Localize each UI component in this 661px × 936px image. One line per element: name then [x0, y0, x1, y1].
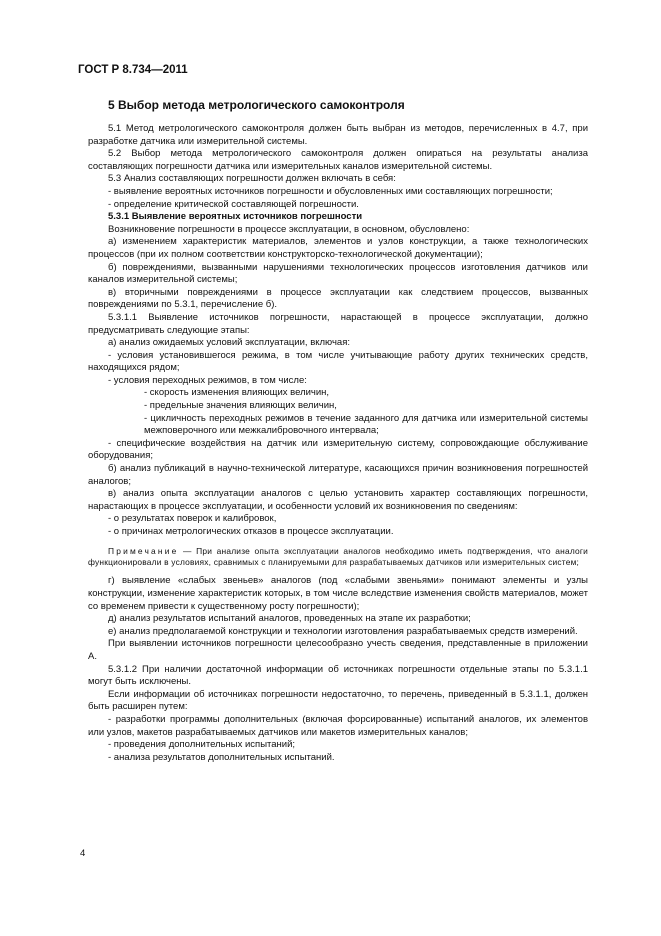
list-subitem: - скорость изменения влияющих величин,: [144, 387, 330, 399]
list-item: а) изменением характеристик материалов, элементов и узлов конструкции, а также технологических процессов (при их полном соответствии конструкторско-технологической документации);: [88, 236, 588, 260]
note-label: Примечание: [108, 545, 179, 556]
paragraph: 5.3 Анализ составляющих погрешности должен включать в себя:: [108, 173, 396, 185]
page-number: 4: [80, 848, 86, 859]
document-body: [88, 97, 588, 764]
list-item: г) выявление «слабых звеньев» аналогов (под «слабыми звеньями» понимают элементы и узлы конструкции, изменение характеристик которых, в том числе вследствие изменения свойств материалов, может со временем привести к существенному росту погрешности);: [88, 575, 588, 612]
list-item: - определение критической составляющей погрешности.: [108, 198, 359, 210]
paragraph: 5.3.1.1 Выявление источников погрешности, нарастающей в процессе эксплуатации, должно предусматривать следующие этапы:: [88, 311, 588, 336]
document-header: ГОСТ Р 8.734—2011: [78, 64, 188, 76]
list-item: е) анализ предполагаемой конструкции и технологии изготовления разрабатываемых средств измерений.: [108, 625, 578, 637]
list-item: б) анализ публикаций в научно-технической литературе, касающихся причин возникновения погрешностей аналогов;: [88, 463, 588, 487]
list-subitem: - цикличность переходных режимов в течение заданного для датчика или измерительной системы межповерочного или межкалибровочного интервала;: [144, 412, 588, 437]
section-title: 5 Выбор метода метрологического самоконтроля: [108, 98, 405, 112]
list-item: - анализа результатов дополнительных испытаний.: [108, 751, 335, 763]
list-item: - о результатах поверок и калибровок,: [108, 513, 277, 525]
paragraph: Если информации об источниках погрешности недостаточно, то перечень, приведенный в 5.3.1.1, должен быть расширен путем:: [88, 688, 588, 713]
list-item: б) повреждениями, вызванными нарушениями технологических процессов изготовления датчиков или каналов измерительной системы;: [88, 261, 588, 286]
list-subitem: - предельные значения влияющих величин,: [144, 400, 337, 412]
list-item: - специфические воздействия на датчик или измерительную систему, сопровождающие обслуживание оборудования;: [88, 437, 588, 462]
paragraph: Возникновение погрешности в процессе эксплуатации, в основном, обусловлено:: [108, 223, 470, 235]
paragraph: 5.1 Метод метрологического самоконтроля должен быть выбран из методов, перечисленных в 4.7, при разработке датчика или измерительной системы.: [88, 123, 588, 147]
paragraph: При выявлении источников погрешности целесообразно учесть сведения, представленные в приложении А.: [88, 638, 588, 662]
list-item: д) анализ результатов испытаний аналогов, проведенных на этапе их разработки;: [108, 613, 471, 625]
subsection-heading: 5.3.1 Выявление вероятных источников погрешности: [108, 211, 363, 223]
list-item: - разработки программы дополнительных (включая форсированные) испытаний аналогов, их элементов или узлов, макетов разрабатываемых датчиков или макетов измерительных каналов;: [88, 713, 588, 738]
list-item: - условия переходных режимов, в том числе:: [108, 374, 307, 386]
list-item: в) вторичными повреждениями в процессе эксплуатации как следствием процессов, вызванных повреждениями по 5.3.1, перечисление б).: [88, 286, 588, 311]
list-item: в) анализ опыта эксплуатации аналогов с целью установить характер составляющих погрешности, нарастающих в процессе эксплуатации, и особенности условий их возникновения по сведениям:: [88, 488, 588, 512]
list-item: - о причинах метрологических отказов в процессе эксплуатации.: [108, 526, 394, 537]
list-item: - выявление вероятных источников погрешности и обусловленных ими составляющих погрешности;: [108, 185, 553, 197]
note-text: — При анализе опыта эксплуатации аналогов необходимо иметь подтверждения, что аналоги функционировали в условиях, сравнимых с планируемыми для разрабатываемых датчиков или измерительных систем;: [88, 545, 588, 567]
list-item: - условия установившегося режима, в том числе учитывающие работу других технических средств, находящихся рядом;: [88, 349, 588, 374]
list-item: а) анализ ожидаемых условий эксплуатации, включая:: [108, 337, 350, 349]
note: [88, 546, 588, 569]
list-item: - проведения дополнительных испытаний;: [108, 739, 296, 751]
paragraph: 5.2 Выбор метода метрологического самоконтроля должен опираться на результаты анализа составляющих погрешности датчика или измерительных каналов измерительной системы.: [88, 148, 588, 172]
paragraph: 5.3.1.2 При наличии достаточной информации об источниках погрешности отдельные этапы по 5.3.1.1 могут быть исключены.: [88, 663, 588, 688]
